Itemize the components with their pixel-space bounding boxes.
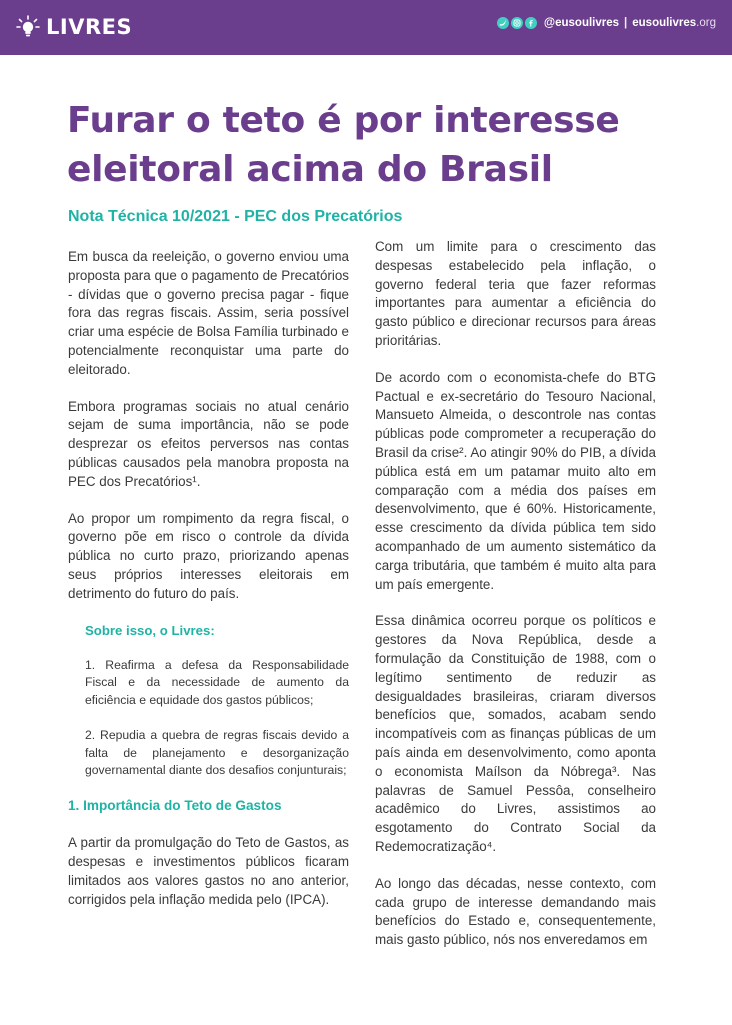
instagram-icon[interactable] — [511, 17, 523, 29]
paragraph: Essa dinâmica ocorreu porque os políticos e gestores da Nova República, desde a formulação da Constituição de 1988, com o legítimo sentimento de reduzir as desigualdades brasileiras, criaram diversos benefícios que, somados, acabam sendo incompatíveis com as finanças públicas de um país ainda em desenvolvimento, como aponta o economista Maílson da Nóbrega³. Nas palavras de Samuel Pessôa, conselheiro acadêmico do Livres, assistimos ao esgotamento do Contrato Social da Redemocratização⁴. — [375, 613, 656, 854]
list-item: 2. Repudia a quebra de regras fiscais devido a falta de planejamento e desorganização governamental diante dos desafios conjunturais; — [85, 728, 349, 777]
website-tld: .org — [696, 17, 716, 29]
document-title: Furar o teto é por interesse eleitoral acima do Brasil — [67, 100, 620, 190]
paragraph: A partir da promulgação do Teto de Gastos, as despesas e investimentos públicos ficaram limitados aos valores gastos no ano anterior, corrigidos pela inflação medida pelo (IPCA). — [68, 835, 349, 907]
social-links — [497, 17, 716, 29]
document-subtitle: Nota Técnica 10/2021 - PEC dos Precatórios — [68, 208, 403, 225]
right-column — [375, 238, 656, 950]
header-bar — [0, 0, 732, 55]
header-separator: | — [624, 17, 628, 29]
livres-positions — [68, 622, 349, 780]
social-handle[interactable]: @eusoulivres — [543, 17, 620, 29]
paragraph: Ao longo das décadas, nesse contexto, com cada grupo de interesse demandando mais benefícios do Estado e, consequentemente, mais gasto público, nós nos enveredamos em — [375, 875, 656, 948]
livres-logo[interactable] — [16, 13, 132, 41]
list-item: 1. Reafirma a defesa da Responsabilidade Fiscal e da necessidade de aumento da eficiência e equidade dos gastos públicos; — [85, 657, 349, 707]
left-column — [68, 248, 349, 909]
paragraph: Com um limite para o crescimento das despesas estabelecido pela inflação, o governo federal teria que fazer reformas importantes para aumentar a eficiência do gasto público e direcionar recursos para áreas prioritárias. — [375, 239, 656, 348]
paragraph: Embora programas sociais no atual cenário sejam de suma importância, não se pode desprezar os efeitos perversos nas contas públicas causados pela manobra proposta na PEC dos Precatórios¹. — [68, 398, 349, 489]
paragraph: Ao propor um rompimento da regra fiscal, o governo põe em risco o controle da dívida pública no curto prazo, priorizando apenas seus próprios interesses eleitorais em detrimento do futuro do país. — [68, 510, 349, 601]
paragraph: De acordo com o economista-chefe do BTG Pactual e ex-secretário do Tesouro Nacional, Mansueto Almeida, o descontrole nas contas públicas pode comprometer a recuperação do Brasil da crise². Ao atingir 90% do PIB, a dívida pública está em um patamar muito alto em comparação com a média dos países em desenvolvimento, que é 60%. Historicamente, esse crescimento da dívida pública tem sido acompanhado de um aumento sistemático da carga tributária, que também é muito alta para um país emergente. — [375, 369, 656, 592]
website-link[interactable] — [632, 17, 716, 29]
brand-name: LIVRES — [46, 15, 133, 39]
facebook-icon[interactable] — [525, 17, 537, 29]
website-name: eusoulivres — [632, 17, 697, 29]
section-heading: 1. Importância do Teto de Gastos — [68, 798, 282, 814]
twitter-icon[interactable] — [497, 17, 509, 29]
livres-heading: Sobre isso, o Livres: — [85, 622, 215, 638]
paragraph: Em busca da reeleição, o governo enviou uma proposta para que o pagamento de Precatórios - dívidas que o governo precisa pagar - fique fora das regras fiscais. Assim, seria possível criar uma espécie de Bolsa Família turbinado e potencialmente reconquistar uma parte do eleitorado. — [68, 249, 349, 377]
lightbulb-icon — [16, 15, 40, 39]
